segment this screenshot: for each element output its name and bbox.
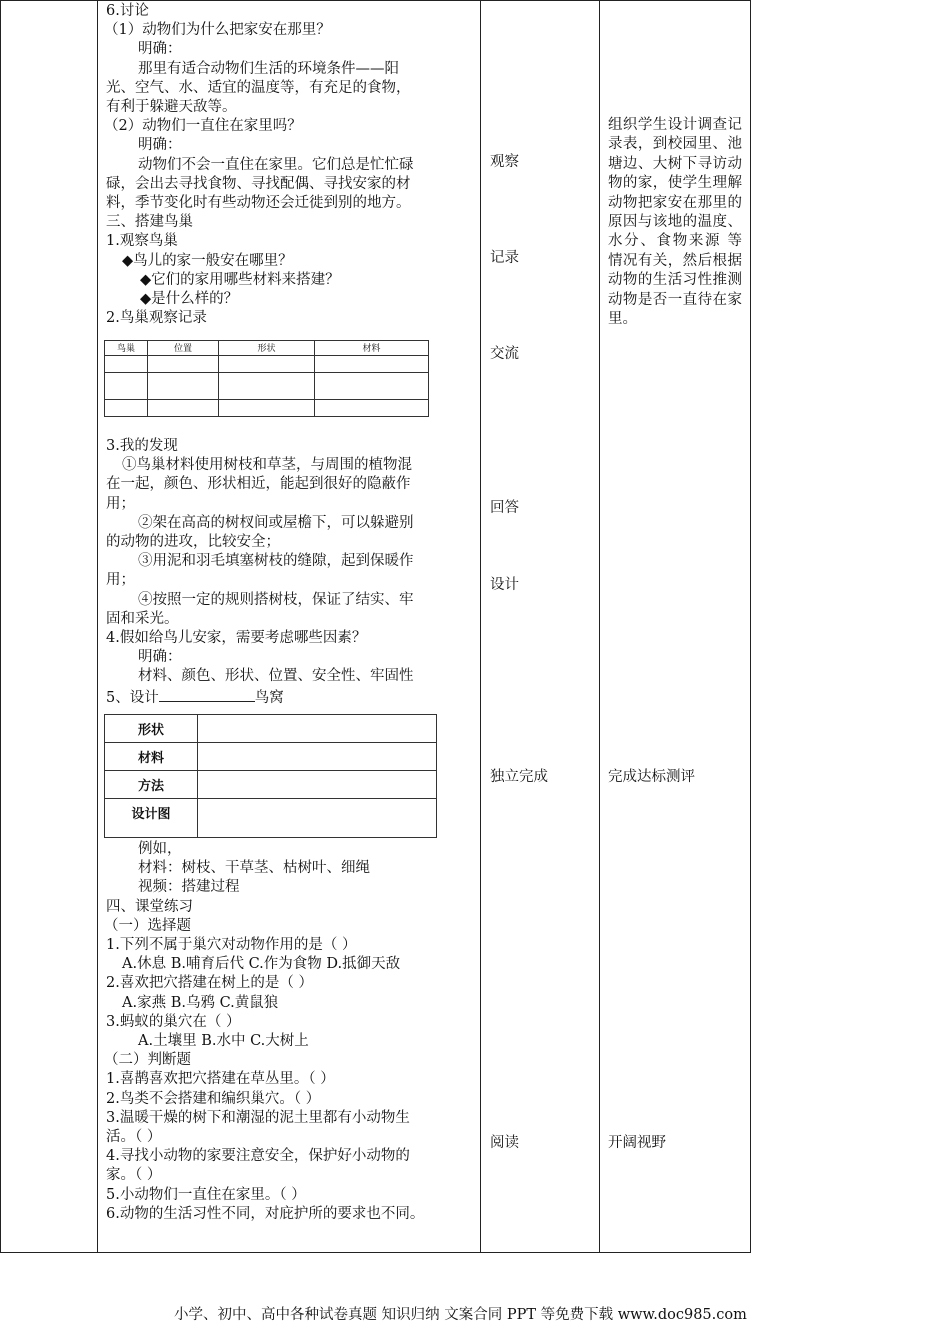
- text-line: 有利于躲避天敌等。: [106, 99, 237, 116]
- design-label-material: 材料: [105, 743, 198, 771]
- text-line: ④按照一定的规则搭树枝，保证了结实、牢: [138, 591, 414, 608]
- design-label-shape: 形状: [105, 715, 198, 743]
- design-value-shape: [198, 715, 437, 743]
- design-value-material: [198, 743, 437, 771]
- design-blank: [159, 687, 255, 702]
- nest-observation-table: [104, 340, 429, 417]
- nest-header-nest: 鸟巢: [105, 341, 148, 356]
- text-line: 家。（ ）: [106, 1167, 162, 1184]
- text-line: 材料：树枝、干草茎、枯树叶、细绳: [138, 860, 370, 877]
- aim-intent: 组织学生设计调查记录表，到校园里、池塘边、大树下寻访动 物的家，使学生理解动物把家安在那里的原因与该地的温度、水分、食物来源 等情况有关，然后根据动物的生活习性推测动物是否一直待在家里。: [608, 117, 742, 328]
- page-footer: 小学、初中、高中各种试卷真题 知识归纳 文案合同 PPT 等免费下载 www.doc985.com: [174, 1307, 747, 1323]
- text-line: 4.寻找小动物的家要注意安全，保护好小动物的: [106, 1148, 410, 1165]
- text-line: 用；: [106, 572, 135, 589]
- text-line: 固和采光。: [106, 610, 179, 627]
- table-border-top: [0, 0, 751, 1]
- nest-header-material: 材料: [315, 341, 429, 356]
- text-line: 例如，: [138, 841, 182, 857]
- text-line: 碌，会出去寻找食物、寻找配偶、寻找安家的材: [106, 175, 411, 192]
- table-border-col1: [97, 0, 98, 1253]
- activity-answer: 回答: [490, 500, 519, 516]
- design-label-drawing: 设计图: [105, 799, 198, 838]
- text-line: 那里有适合动物们生活的环境条件——阳: [138, 60, 399, 77]
- nest-header-position: 位置: [148, 341, 219, 356]
- text-line: 6.动物的生活习性不同，对庇护所的要求也不同。: [106, 1205, 425, 1222]
- practice-section: [104, 840, 476, 1224]
- teaching-content-column: [104, 2, 476, 328]
- text-line: 材料、颜色、形状、位置、安全性、牢固性: [138, 668, 414, 685]
- table-border-col2: [480, 0, 481, 1253]
- text-line: ◆是什么样的？: [140, 291, 239, 308]
- text-line: 在一起，颜色、形状相近，能起到很好的隐蔽作: [106, 476, 411, 493]
- design-label-method: 方法: [105, 771, 198, 799]
- activity-exchange: 交流: [490, 346, 519, 362]
- text-line: 1.下列不属于巢穴对动物作用的是（ ）: [106, 937, 357, 954]
- text-line: （一）选择题: [104, 917, 191, 934]
- text-line: ◆它们的家用哪些材料来搭建？: [140, 271, 340, 288]
- activity-observe: 观察: [490, 154, 519, 170]
- table-row: [105, 400, 429, 417]
- text-line: 3.我的发现: [106, 438, 178, 454]
- design-value-drawing: [198, 799, 437, 838]
- text-line: 6.讨论: [106, 3, 149, 19]
- activity-design: 设计: [490, 577, 519, 593]
- text-line: 2.鸟类不会搭建和编织巢穴。（ ）: [106, 1090, 321, 1107]
- text-line: （1）动物们为什么把家安在那里？: [104, 22, 331, 39]
- text-line: 1.喜鹊喜欢把穴搭建在草丛里。（ ）: [106, 1071, 335, 1088]
- table-border-left: [0, 0, 1, 1253]
- text-line: 动物们不会一直住在家里。它们总是忙忙碌: [138, 156, 414, 173]
- text-line: 2.鸟巢观察记录: [106, 310, 207, 327]
- design-title: 5、设计 鸟窝: [104, 687, 476, 708]
- table-border-right: [750, 0, 751, 1253]
- text-line: （2）动物们一直住在家里吗？: [104, 118, 302, 135]
- text-line: 明确：: [138, 649, 182, 666]
- design-value-method: [198, 771, 437, 799]
- text-line: （二）判断题: [104, 1052, 191, 1069]
- text-line: ③用泥和羽毛填塞树枝的缝隙，起到保暖作: [138, 553, 414, 570]
- activity-record: 记录: [490, 250, 519, 266]
- text-line: 用；: [106, 495, 135, 512]
- text-line: A.家燕 B.乌鸦 C.黄鼠狼: [122, 994, 279, 1011]
- text-line: 四、课堂练习: [106, 898, 193, 915]
- activity-independent: 独立完成: [490, 769, 548, 785]
- text-line: 4.假如给鸟儿安家，需要考虑哪些因素？: [106, 630, 367, 647]
- table-border-col3: [599, 0, 600, 1253]
- aim-reading: 开阔视野: [608, 1135, 666, 1151]
- text-line: 明确：: [138, 41, 182, 58]
- text-line: 5.小动物们一直住在家里。（ ）: [106, 1186, 306, 1203]
- activity-reading: 阅读: [490, 1135, 519, 1151]
- text-line: A.土壤里 B.水中 C.大树上: [138, 1033, 309, 1050]
- text-line: 视频：搭建过程: [138, 879, 240, 896]
- nest-design-table: [104, 714, 437, 838]
- text-line: 3.温暖干燥的树下和潮湿的泥土里都有小动物生: [106, 1109, 410, 1126]
- discussion-section: [104, 2, 476, 328]
- text-line: 活。（ ）: [106, 1129, 162, 1146]
- text-line: 明确：: [138, 137, 182, 154]
- text-line: ◆鸟儿的家一般安在哪里？: [122, 252, 293, 269]
- text-line: 2.喜欢把穴搭建在树上的是（ ）: [106, 975, 313, 992]
- text-line: 3.蚂蚁的巢穴在（ ）: [106, 1013, 241, 1030]
- table-border-bottom: [0, 1252, 751, 1253]
- text-line: 1.观察鸟巢: [106, 233, 178, 250]
- text-line: 的动物的进攻，比较安全；: [106, 534, 280, 551]
- text-line: 三、搭建鸟巢: [106, 214, 193, 231]
- text-line: 料，季节变化时有些动物还会迁徙到别的地方。: [106, 195, 411, 212]
- text-line: ②架在高高的树杈间或屋檐下，可以躲避别: [138, 514, 414, 531]
- table-row: [105, 373, 429, 400]
- text-line: 光、空气、水、适宜的温度等，有充足的食物，: [106, 79, 411, 96]
- discovery-section: [104, 437, 476, 708]
- aim-assessment: 完成达标测评: [608, 769, 695, 785]
- text-line: A.休息 B.哺育后代 C.作为食物 D.抵御天敌: [122, 956, 401, 973]
- table-row: [105, 356, 429, 373]
- nest-header-shape: 形状: [219, 341, 315, 356]
- text-line: ①鸟巢材料使用树枝和草茎，与周围的植物混: [122, 457, 412, 474]
